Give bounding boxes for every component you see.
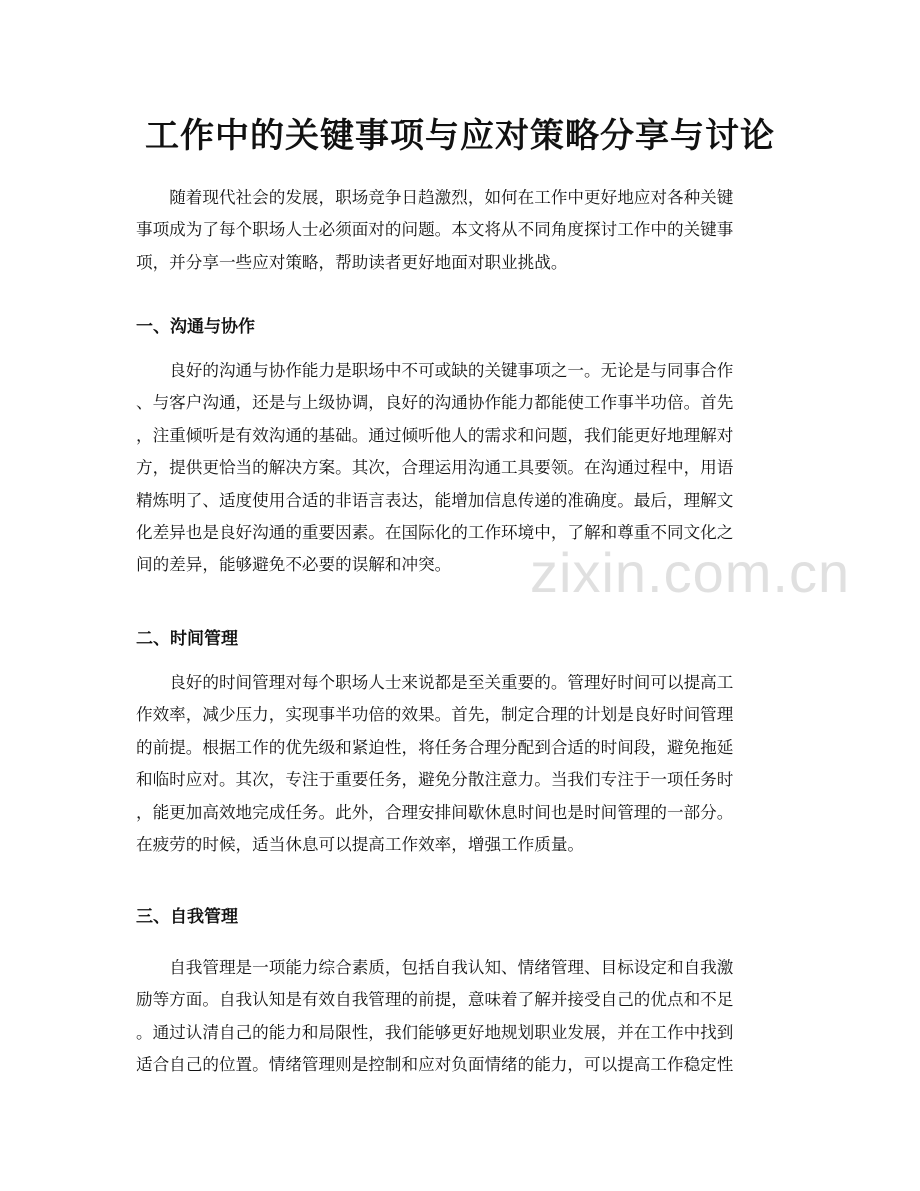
document-title: 工作中的关键事项与应对策略分享与讨论 <box>145 116 775 156</box>
paragraph-line: 励等方面。自我认知是有效自我管理的前提，意味着了解并接受自己的优点和不足 <box>136 990 734 1010</box>
paragraph-line: 和临时应对。其次，专注于重要任务，避免分散注意力。当我们专注于一项任务时 <box>136 770 734 790</box>
watermark: zixin.com.cn <box>530 541 851 604</box>
paragraph-line: 。通过认清自己的能力和局限性，我们能够更好地规划职业发展，并在工作中找到 <box>136 1022 734 1042</box>
paragraph-line: 精炼明了、适度使用合适的非语言表达，能增加信息传递的准确度。最后，理解文 <box>136 490 734 510</box>
intro-line: 项，并分享一些应对策略，帮助读者更好地面对职业挑战。 <box>136 252 568 272</box>
paragraph-line: 在疲劳的时候，适当休息可以提高工作效率，增强工作质量。 <box>136 835 585 855</box>
paragraph-line: 化差异也是良好沟通的重要因素。在国际化的工作环境中，了解和尊重不同文化之 <box>136 523 734 543</box>
intro-line: 随着现代社会的发展，职场竞争日趋激烈，如何在工作中更好地应对各种关键 <box>169 188 734 207</box>
paragraph-line: 间的差异，能够避免不必要的误解和冲突。 <box>136 555 452 575</box>
paragraph-line: 作效率，减少压力，实现事半功倍的效果。首先，制定合理的计划是良好时间管理 <box>136 705 734 725</box>
paragraph-line: 良好的沟通与协作能力是职场中不可或缺的关键事项之一。无论是与同事合作 <box>169 361 734 380</box>
paragraph-line: 方，提供更恰当的解决方案。其次，合理运用沟通工具要领。在沟通过程中，用语 <box>136 458 734 478</box>
intro-line: 事项成为了每个职场人士必须面对的问题。本文将从不同角度探讨工作中的关键事 <box>136 220 734 240</box>
paragraph-line: 的前提。根据工作的优先级和紧迫性，将任务合理分配到合适的时间段，避免拖延 <box>136 737 734 757</box>
section-paragraph-self-management <box>136 952 784 1082</box>
section-heading-time-management: 二、时间管理 <box>136 629 238 649</box>
intro-paragraph <box>136 182 784 279</box>
paragraph-line: 适合自己的位置。情绪管理则是控制和应对负面情绪的能力，可以提高工作稳定性 <box>136 1055 734 1075</box>
paragraph-line: ，注重倾听是有效沟通的基础。通过倾听他人的需求和问题，我们能更好地理解对 <box>136 425 734 445</box>
paragraph-line: ，能更加高效地完成任务。此外，合理安排间歇休息时间也是时间管理的一部分。 <box>136 802 734 822</box>
section-heading-self-management: 三、自我管理 <box>136 907 238 927</box>
paragraph-line: 自我管理是一项能力综合素质，包括自我认知、情绪管理、目标设定和自我激 <box>169 958 734 977</box>
section-heading-communication: 一、沟通与协作 <box>136 317 255 337</box>
section-paragraph-time-management <box>136 667 784 861</box>
paragraph-line: 良好的时间管理对每个职场人士来说都是至关重要的。管理好时间可以提高工 <box>169 673 734 692</box>
paragraph-line: 、与客户沟通，还是与上级协调，良好的沟通协作能力都能使工作事半功倍。首先 <box>136 393 734 413</box>
